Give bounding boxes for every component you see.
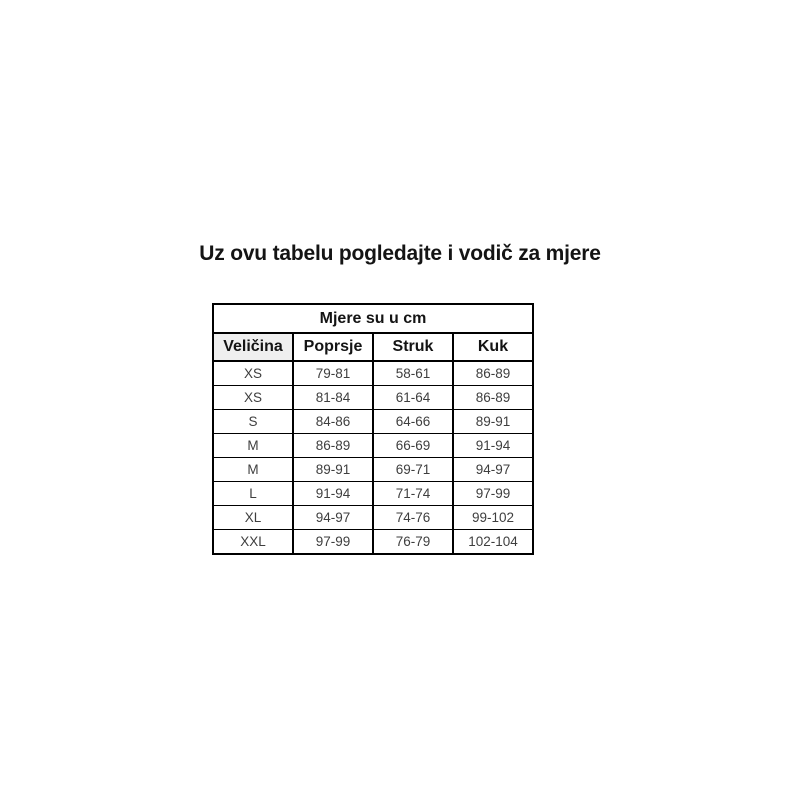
col-header-kuk: Kuk — [453, 333, 533, 361]
col-header-struk: Struk — [373, 333, 453, 361]
table-row — [213, 434, 533, 458]
cell-size: S — [213, 410, 293, 434]
cell-size: XS — [213, 386, 293, 410]
cell-waist: 61-64 — [373, 386, 453, 410]
cell-hip: 94-97 — [453, 458, 533, 482]
cell-hip: 89-91 — [453, 410, 533, 434]
cell-waist: 66-69 — [373, 434, 453, 458]
cell-waist: 71-74 — [373, 482, 453, 506]
cell-hip: 99-102 — [453, 506, 533, 530]
cell-size: M — [213, 458, 293, 482]
cell-hip: 91-94 — [453, 434, 533, 458]
cell-size: M — [213, 434, 293, 458]
cell-bust: 84-86 — [293, 410, 373, 434]
cell-size: XL — [213, 506, 293, 530]
cell-size: L — [213, 482, 293, 506]
col-header-velicina: Veličina — [213, 333, 293, 361]
cell-waist: 76-79 — [373, 530, 453, 555]
cell-bust: 89-91 — [293, 458, 373, 482]
cell-bust: 79-81 — [293, 361, 373, 386]
cell-waist: 58-61 — [373, 361, 453, 386]
table-row — [213, 361, 533, 386]
cell-hip: 86-89 — [453, 386, 533, 410]
cell-waist: 64-66 — [373, 410, 453, 434]
cell-bust: 97-99 — [293, 530, 373, 555]
table-row — [213, 410, 533, 434]
cell-bust: 81-84 — [293, 386, 373, 410]
table-row — [213, 506, 533, 530]
table-header-row — [213, 333, 533, 361]
col-header-poprsje: Poprsje — [293, 333, 373, 361]
cell-waist: 74-76 — [373, 506, 453, 530]
cell-waist: 69-71 — [373, 458, 453, 482]
cell-bust: 86-89 — [293, 434, 373, 458]
page-title: Uz ovu tabelu pogledajte i vodič za mjere — [199, 242, 601, 265]
cell-size: XXL — [213, 530, 293, 555]
table-caption: Mjere su u cm — [213, 304, 533, 333]
cell-size: XS — [213, 361, 293, 386]
cell-bust: 91-94 — [293, 482, 373, 506]
cell-hip: 86-89 — [453, 361, 533, 386]
table-row — [213, 458, 533, 482]
table-row — [213, 482, 533, 506]
cell-hip: 102-104 — [453, 530, 533, 555]
table-caption-row — [213, 304, 533, 333]
table-row — [213, 530, 533, 555]
cell-bust: 94-97 — [293, 506, 373, 530]
size-guide-table — [212, 303, 534, 555]
table-row — [213, 386, 533, 410]
cell-hip: 97-99 — [453, 482, 533, 506]
